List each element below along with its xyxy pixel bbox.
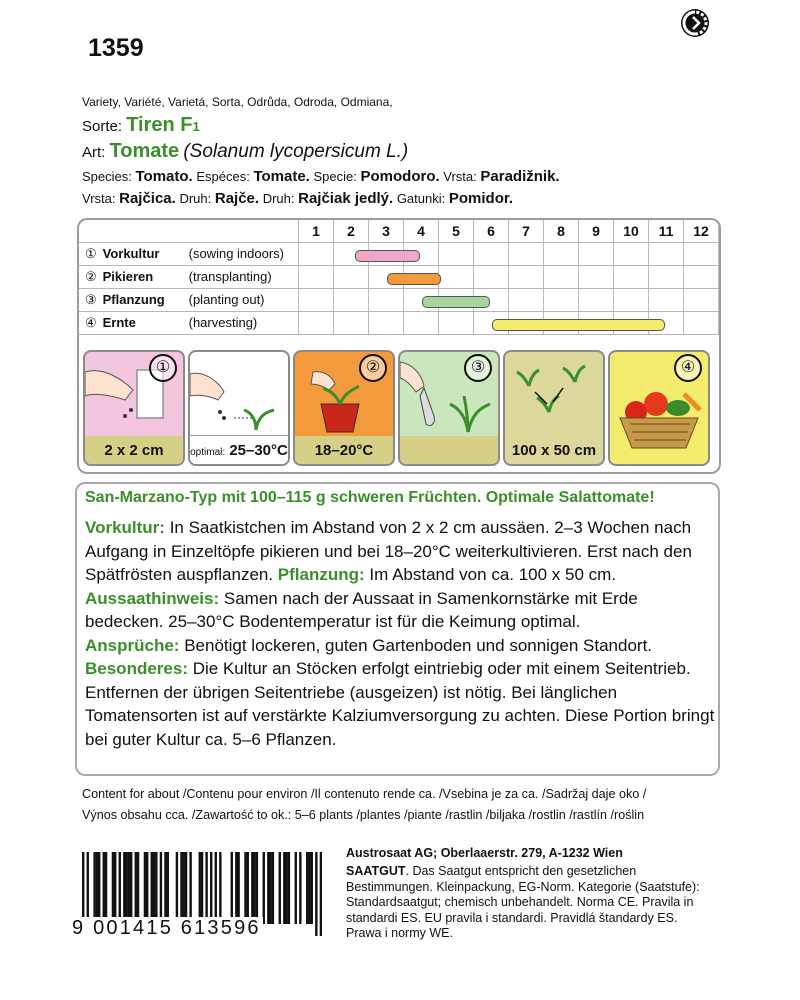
barcode-bar (299, 852, 301, 924)
barcode-bar (256, 852, 258, 924)
barcode-bar (119, 852, 121, 924)
species-name: Tomate (109, 140, 180, 162)
barcode-bar (253, 852, 255, 924)
month-cell (334, 289, 369, 312)
step-panel-sowing (83, 350, 185, 466)
ansprueche-text: Benötigt lockeren, guten Gartenboden und sonnigen Standort. (179, 635, 653, 655)
month-cell (299, 266, 334, 289)
barcode-bar (235, 852, 237, 924)
month-label: 8 (544, 220, 579, 243)
calendar-bar (422, 296, 491, 308)
month-cell (544, 266, 579, 289)
month-cell (509, 266, 544, 289)
month-label: 12 (684, 220, 719, 243)
barcode-bar (130, 852, 132, 924)
step-number: ③ (85, 292, 97, 307)
month-label: 10 (614, 220, 649, 243)
vorkultur-heading: Vorkultur: (85, 518, 165, 537)
month-label: 11 (649, 220, 684, 243)
sowing-calendar (77, 218, 721, 474)
barcode-bar (288, 852, 290, 924)
calendar-step-label (79, 312, 299, 335)
calendar-row (79, 289, 719, 312)
month-cell (439, 266, 474, 289)
step-panel-germination (188, 350, 290, 466)
step-number: ② (359, 354, 387, 382)
month-cell (614, 289, 649, 312)
month-cell (544, 289, 579, 312)
barcode-bar (237, 852, 239, 924)
species-lang-label: Druh: (262, 191, 295, 206)
barcode-bar (308, 852, 310, 924)
month-cell (404, 312, 439, 335)
content-line-1: Content for about /Contenu pour environ /Il contenuto rende ca. /Vsebina je za ca. /Sadržaj daje oko / (82, 787, 647, 801)
barcode-bar (311, 852, 313, 924)
month-cell (334, 312, 369, 335)
barcode-bar (103, 852, 105, 924)
barcode-bar (164, 852, 166, 924)
species-lang-value: Rajčica. (119, 190, 176, 207)
month-cell (509, 289, 544, 312)
latin-name: (Solanum lycopersicum L.) (183, 141, 409, 162)
vorkultur-text: In Saatkistchen im Abstand von 2 x 2 cm aussäen. 2–3 Wochen nach Aufgang in Einzeltöpfe pikieren und bei 18–20°C weiterkultivieren. Erst nach den Spätfrösten auspflanzen. (85, 518, 692, 584)
month-cell (509, 243, 544, 266)
temperature-label (190, 442, 288, 459)
month-label: 6 (474, 220, 509, 243)
month-cell (579, 243, 614, 266)
barcode-bar (180, 852, 182, 924)
calendar-corner (79, 220, 299, 243)
barcode-bar (137, 852, 139, 924)
calendar-bar (355, 250, 420, 262)
species-lang-value: Rajčiak jedlý. (298, 190, 394, 207)
species-caption: Art: (82, 144, 106, 161)
variety-label: Variety, Variété, Varietá, Sorta, Odrůda, Odroda, Odmiana, (82, 95, 393, 109)
barcode-bar (105, 852, 107, 924)
month-label: 5 (439, 220, 474, 243)
legal-notice (346, 864, 706, 942)
barcode-bar (231, 852, 233, 924)
barcode-bar (306, 852, 308, 924)
barcode-bar (146, 852, 148, 924)
step-number: ② (85, 269, 97, 284)
month-cell (614, 243, 649, 266)
step-number: ① (85, 246, 97, 261)
barcode-bar (263, 852, 265, 924)
barcode-bar (153, 852, 155, 924)
barcode-bar (123, 852, 125, 924)
species-lang-label: Espéces: (196, 169, 250, 184)
month-cell (684, 243, 719, 266)
month-cell (649, 266, 684, 289)
green-dot-recycle-icon (680, 8, 710, 38)
instructions-body (85, 516, 715, 751)
month-cell (579, 289, 614, 312)
step-translation: (harvesting) (188, 315, 258, 330)
barcode-bar (183, 852, 185, 924)
variety-subscript: 1 (192, 119, 200, 134)
barcode-bar (125, 852, 127, 924)
instructions-headline: San-Marzano-Typ mit 100–115 g schweren Früchten. Optimale Salattomate! (85, 489, 655, 506)
pflanzung-text: Im Abstand von ca. 100 x 50 cm. (364, 565, 617, 584)
variety-caption: Sorte: (82, 118, 123, 135)
calendar-bar (387, 273, 442, 285)
barcode-bar (272, 852, 274, 924)
barcode-bar (155, 852, 157, 924)
barcode-bar (285, 852, 287, 924)
saatgut-label: SAATGUT (346, 864, 406, 878)
barcode-bar (267, 852, 269, 924)
month-label: 3 (369, 220, 404, 243)
step-name: Pikieren (102, 269, 154, 284)
month-cell (684, 266, 719, 289)
ansprueche-heading: Ansprüche: (85, 635, 180, 655)
species-line (82, 140, 408, 163)
aussaat-text: Samen nach der Aussaat in Samenkornstärke mit Erde bedecken. 25–30°C Bodentemperatur ist für die Keimung optimal. (85, 588, 638, 631)
step-number: ④ (85, 315, 97, 330)
soil-strip (400, 436, 498, 464)
barcode-bar (251, 852, 253, 924)
barcode-number: 9 001415 613596 (72, 917, 261, 939)
cultivation-instructions (75, 482, 720, 776)
species-lang-label: Specie: (313, 169, 357, 184)
calendar-step-label (79, 266, 299, 289)
barcode-bar (210, 852, 212, 924)
pflanzung-heading: Pflanzung: (277, 565, 365, 584)
besonderes-heading: Besonderes: (85, 659, 188, 678)
barcode-bar (93, 852, 95, 924)
species-lang-value: Rajče. (214, 190, 260, 207)
content-line-2: Výnos obsahu cca. /Zawartość to ok.: 5–6 plants /plantes /piante /rastlin /biljaka /rostlin /rastlín /roślin (82, 808, 645, 822)
article-number: 1359 (88, 34, 144, 62)
step-translation: (planting out) (188, 292, 265, 307)
month-cell (334, 266, 369, 289)
species-lang-value: Tomato. (135, 168, 193, 185)
barcode-bar (144, 852, 146, 924)
month-cell (579, 266, 614, 289)
month-label: 9 (579, 220, 614, 243)
month-cell (614, 266, 649, 289)
barcode-bar (176, 852, 178, 924)
month-cell (439, 312, 474, 335)
barcode-bar (215, 852, 217, 924)
month-label: 1 (299, 220, 334, 243)
month-cell (649, 243, 684, 266)
step-panel-harvest (608, 350, 710, 466)
month-cell (369, 312, 404, 335)
temperature-label: 18–20°C (314, 442, 374, 459)
step-panel-planting (398, 350, 500, 466)
barcode-bar (283, 852, 285, 924)
spacing-label: 100 x 50 cm (511, 442, 597, 459)
variety-line (82, 114, 200, 137)
species-lang-label: Druh: (179, 191, 212, 206)
barcode-bar (114, 852, 116, 924)
month-cell (649, 289, 684, 312)
species-lang-label: Vrsta: (82, 191, 116, 206)
step-panel-spacing (503, 350, 605, 466)
barcode-bar (135, 852, 137, 924)
species-lang-value: Paradižnik. (480, 168, 560, 185)
barcode-bar (151, 852, 153, 924)
step-number: ③ (464, 354, 492, 382)
step-name: Vorkultur (102, 246, 160, 261)
species-lang-label: Gatunki: (396, 191, 446, 206)
variety-name: Tiren F (126, 114, 193, 136)
barcode-bar (167, 852, 169, 924)
barcode-bar (315, 852, 317, 936)
month-cell (544, 243, 579, 266)
barcode-bar (244, 852, 246, 924)
month-cell (474, 243, 509, 266)
species-translations-2 (82, 190, 513, 207)
step-number: ④ (674, 354, 702, 382)
species-translations-1 (82, 168, 560, 185)
barcode-bar (247, 852, 249, 924)
step-panel-transplant (293, 350, 395, 466)
calendar-step-label (79, 289, 299, 312)
species-lang-value: Pomodoro. (360, 168, 440, 185)
barcode-bar (219, 852, 221, 924)
aussaat-heading: Aussaathinweis: (85, 588, 220, 608)
barcode-bar (269, 852, 271, 924)
species-lang-value: Pomidor. (448, 190, 514, 207)
month-cell (299, 243, 334, 266)
temperature-value: 25–30°C (229, 442, 288, 459)
month-label: 7 (509, 220, 544, 243)
step-name: Ernte (102, 315, 136, 330)
barcode-bar (96, 852, 98, 924)
step-name: Pflanzung (102, 292, 165, 307)
month-label: 2 (334, 220, 369, 243)
barcode-bar (160, 852, 162, 924)
month-label: 4 (404, 220, 439, 243)
month-cell (684, 289, 719, 312)
barcode-bar (112, 852, 114, 924)
month-cell (299, 312, 334, 335)
species-lang-label: Species: (82, 169, 132, 184)
barcode-bar (185, 852, 187, 924)
species-lang-value: Tomate. (253, 168, 310, 185)
barcode-bar (295, 852, 297, 924)
legal-text: . Das Saatgut entspricht den gesetzlichen Bestimmungen. Kleinpackung, EG-Norm. Kategorie (Saatstufe): Standardsaatgut; chemisch unbehandelt. Norma CE. Pravila in standardi ES. EU pravila i standardi. Pravidlá štandardy ES. Prawa i normy WE. (346, 864, 700, 940)
step-translation: (sowing indoors) (188, 246, 284, 261)
month-cell (439, 243, 474, 266)
calendar-bar (492, 319, 666, 331)
barcode-bar (189, 852, 191, 924)
step-translation: (transplanting) (188, 269, 272, 284)
calendar-header-row (79, 220, 719, 243)
step-number: ① (149, 354, 177, 382)
spacing-label: 2 x 2 cm (104, 442, 164, 459)
month-cell (369, 289, 404, 312)
optimal-prefix: optimal: (190, 447, 226, 458)
barcode-bar (279, 852, 281, 924)
species-lang-label: Vrsta: (443, 169, 477, 184)
calendar-step-label (79, 243, 299, 266)
month-cell (474, 266, 509, 289)
company-address: Austrosaat AG; Oberlaaerstr. 279, A-1232 Wien (346, 846, 623, 860)
month-cell (684, 312, 719, 335)
barcode-bar (320, 852, 322, 936)
besonderes-text: Die Kultur an Stöcken erfolgt eintriebig oder mit einem Seitentrieb. Entfernen der übrigen Seitentriebe (ausgeizen) ist nötig. Bei länglichen Tomatensorten ist auf verstärkte Kalziumversorgung zu achten. Diese Portion bringt bei guter Kultur ca. 5–6 Pflanzen. (85, 659, 715, 749)
barcode-bar (98, 852, 100, 924)
month-cell (299, 289, 334, 312)
barcode-bar (128, 852, 130, 924)
